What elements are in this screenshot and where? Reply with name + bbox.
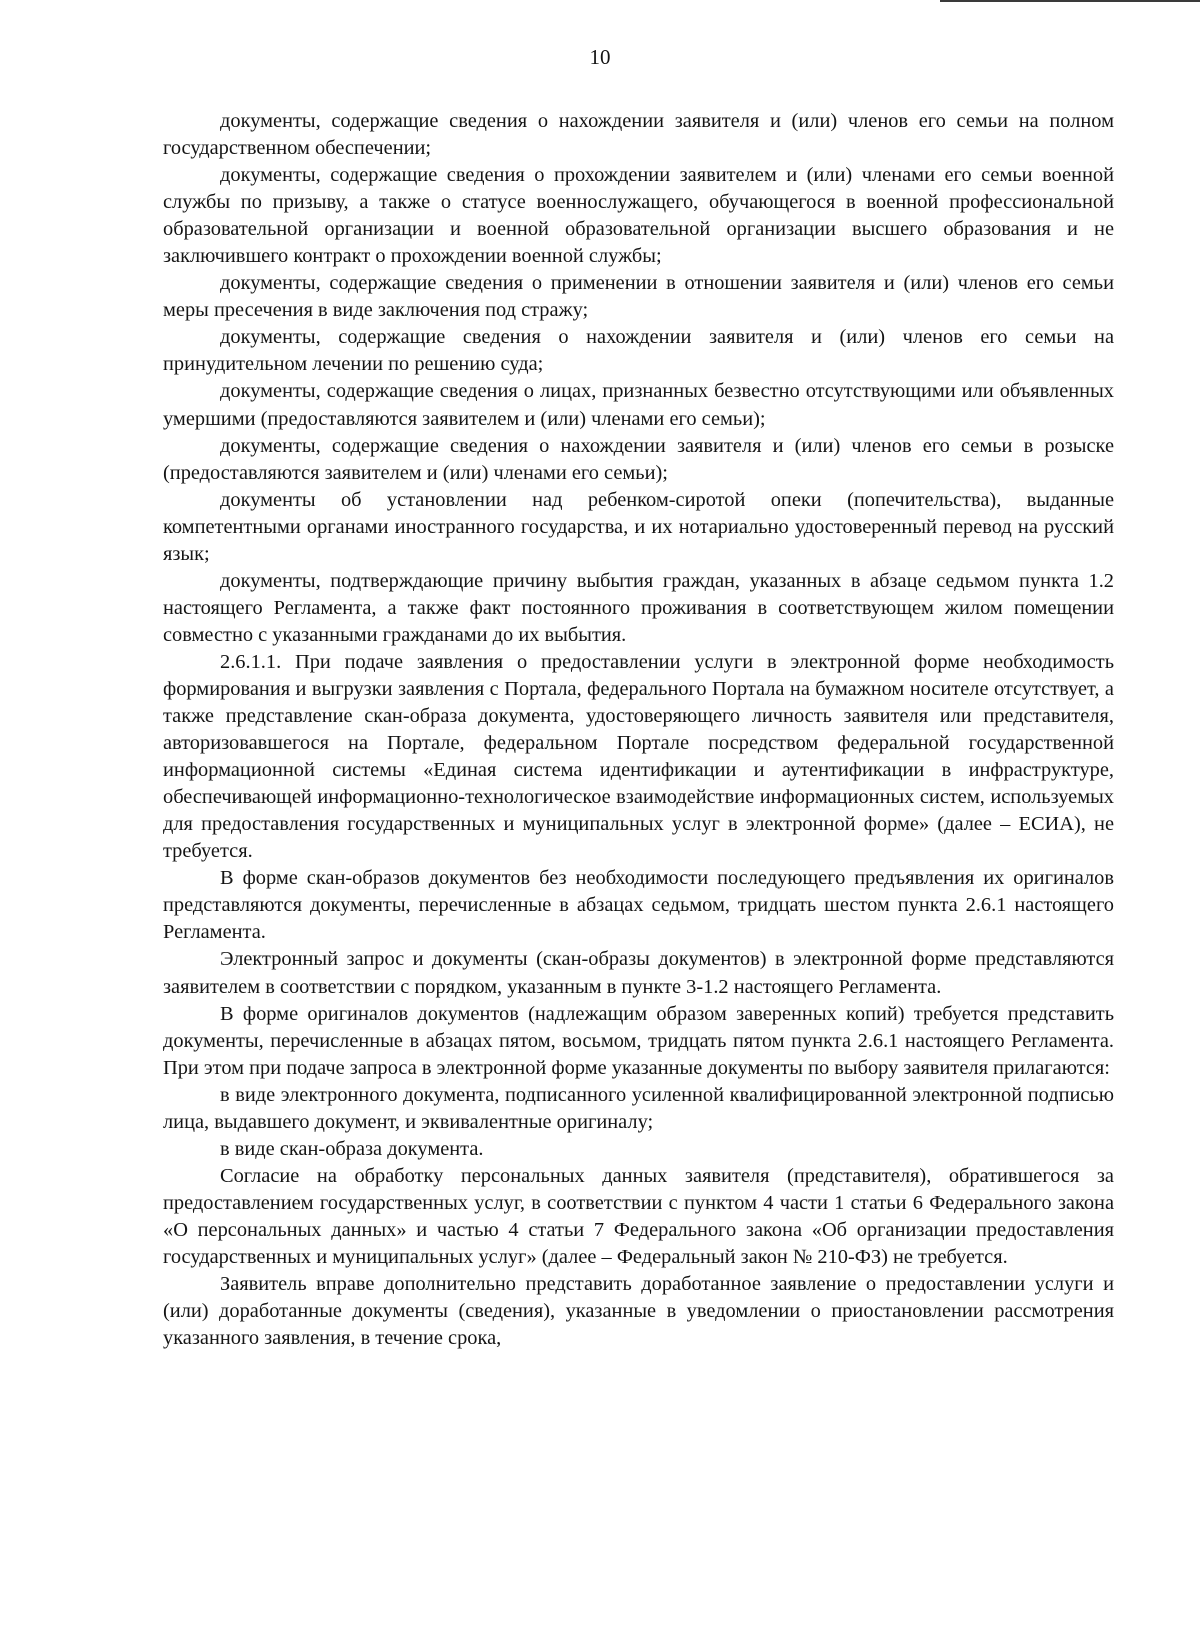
- paragraph: В форме скан-образов документов без необходимости последующего предъявления их оригиналов представляются документы, перечисленные в абзацах седьмом, тридцать шестом пункта 2.6.1 настоящего Регламента.: [163, 867, 1114, 944]
- paragraph: в виде электронного документа, подписанного усиленной квалифицированной электронной подписью лица, выдавшего документ, и эквивалентные оригиналу;: [163, 1083, 1114, 1133]
- paragraph: Согласие на обработку персональных данных заявителя (представителя), обратившегося за предоставлением государственных услуг, в соответствии с пунктом 4 части 1 статьи 6 Федерального закона «О персональных данных» и частью 4 статьи 7 Федерального закона «Об организации предоставления государственных и муниципальных услуг» (далее – Федеральный закон № 210-ФЗ) не требуется.: [163, 1164, 1114, 1268]
- scan-top-edge-line: [940, 0, 1200, 2]
- document-body: [163, 108, 1114, 1352]
- paragraph: документы, содержащие сведения о нахождении заявителя и (или) членов его семьи на полном государственном обеспечении;: [163, 110, 1114, 160]
- paragraph: В форме оригиналов документов (надлежащим образом заверенных копий) требуется представить документы, перечисленные в абзацах пятом, восьмом, тридцать пятом пункта 2.6.1 настоящего Регламента. При этом при подаче запроса в электронной форме указанные документы по выбору заявителя прилагаются:: [163, 1002, 1114, 1079]
- paragraph: документы, содержащие сведения о применении в отношении заявителя и (или) членов его семьи меры пресечения в виде заключения под стражу;: [163, 272, 1114, 322]
- paragraph: 2.6.1.1. При подаче заявления о предоставлении услуги в электронной форме необходимость формирования и выгрузки заявления с Портала, федерального Портала на бумажном носителе отсутствует, а также представление скан-образа документа, удостоверяющего личность заявителя или представителя, авторизовавшегося на Портале, федеральном Портале посредством федеральной государственной информационной системы «Единая система идентификации и аутентификации в инфраструктуре, обеспечивающей информационно-технологическое взаимодействие информационных систем, используемых для предоставления государственных и муниципальных услуг в электронной форме» (далее – ЕСИА), не требуется.: [163, 650, 1114, 863]
- paragraph: документы, содержащие сведения о прохождении заявителем и (или) членами его семьи военной службы по призыву, а также о статусе военнослужащего, обучающегося в военной профессиональной образовательной организации и военной образовательной организации высшего образования и не заключившего контракт о прохождении военной службы;: [163, 164, 1114, 268]
- paragraph: документы об установлении над ребенком-сиротой опеки (попечительства), выданные компетентными органами иностранного государства, и их нотариально удостоверенный перевод на русский язык;: [163, 488, 1114, 565]
- paragraph: документы, содержащие сведения о нахождении заявителя и (или) членов его семьи в розыске (предоставляются заявителем и (или) членами его семьи);: [163, 434, 1114, 484]
- paragraph: документы, содержащие сведения о нахождении заявителя и (или) членов его семьи на принудительном лечении по решению суда;: [163, 326, 1114, 376]
- paragraph: в виде скан-образа документа.: [220, 1137, 484, 1160]
- paragraph: документы, содержащие сведения о лицах, признанных безвестно отсутствующими или объявленных умершими (предоставляются заявителем и (или) членами его семьи);: [163, 380, 1114, 430]
- paragraph: документы, подтверждающие причину выбытия граждан, указанных в абзаце седьмом пункта 1.2 настоящего Регламента, а также факт постоянного проживания в соответствующем жилом помещении совместно с указанными гражданами до их выбытия.: [163, 569, 1114, 646]
- paragraph: Заявитель вправе дополнительно представить доработанное заявление о предоставлении услуги и (или) доработанные документы (сведения), указанные в уведомлении о приостановлении рассмотрения указанного заявления, в течение срока,: [163, 1273, 1114, 1350]
- page-number: 10: [589, 45, 611, 69]
- paragraph: Электронный запрос и документы (скан-образы документов) в электронной форме представляются заявителем в соответствии с порядком, указанным в пункте 3-1.2 настоящего Регламента.: [163, 948, 1114, 998]
